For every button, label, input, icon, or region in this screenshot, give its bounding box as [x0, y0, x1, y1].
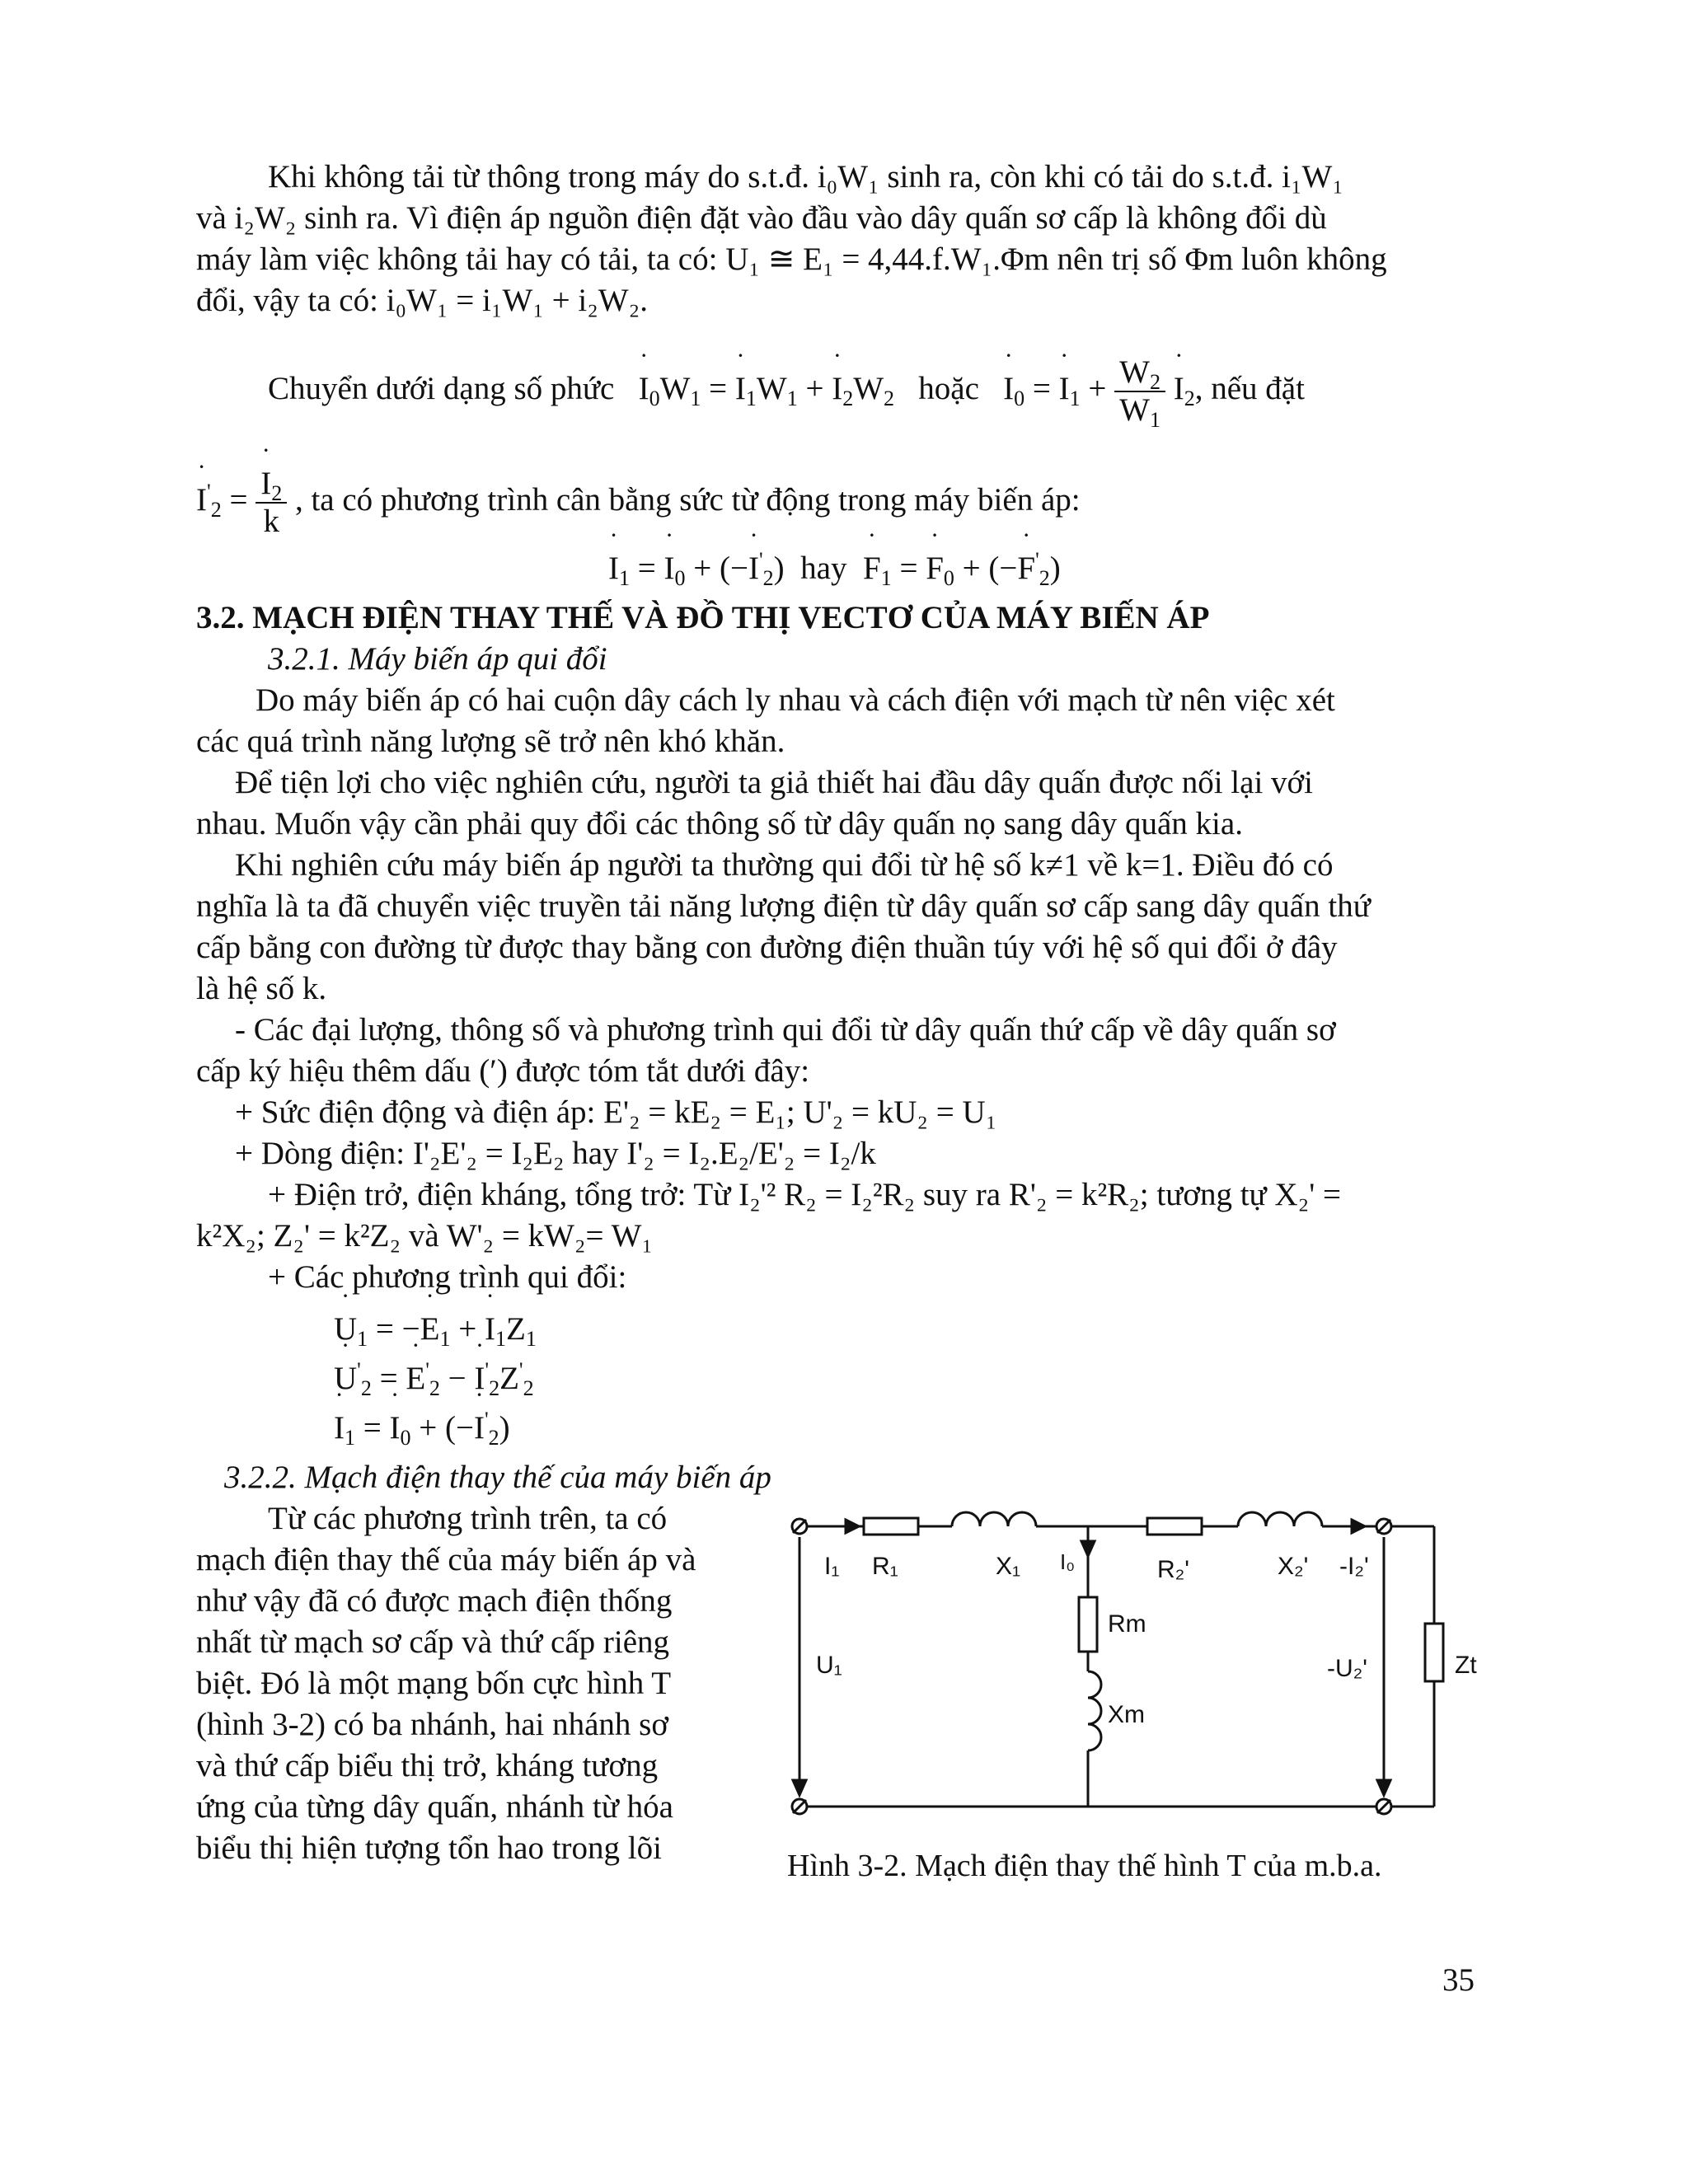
body-e3: + Điện trở, điện kháng, tổng trở: Từ I₂'² R₂ = I₂²R₂ suy ra R'₂ = k²R₂; tương tự X₂' = — [268, 1177, 1341, 1212]
body-e4: k²X₂; Z₂' = k²Z₂ và W'₂ = kW₂= W₁ — [196, 1218, 653, 1254]
label-rm: Rm — [1108, 1610, 1146, 1638]
page-number: 35 — [1442, 1962, 1475, 1998]
inductor-x2 — [1238, 1512, 1322, 1526]
subsection-3-2-2: 3.2.2. Mạch điện thay thế của máy biến áp — [224, 1460, 771, 1495]
body-d2: cấp ký hiệu thêm dấu (′) được tóm tắt dưới đây: — [196, 1053, 810, 1089]
subsection-3-2-1: 3.2.1. Máy biến áp qui đổi — [268, 641, 607, 677]
complex-lead: Chuyển dưới dạng số phức — [268, 370, 615, 406]
body-c1: Khi nghiên cứu máy biến áp người ta thường qui đổi từ hệ số k≠1 về k=1. Điều đó có — [235, 847, 1334, 883]
body-c3: cấp bằng con đường từ được thay bằng con đường điện thuần túy với hệ số qui đổi ở đây — [196, 930, 1338, 965]
body-a1: Do máy biến áp có hai cuộn dây cách ly nhau và cách điện với mạch từ nên việc xét — [256, 682, 1335, 718]
label-i0: I₀ — [1060, 1549, 1076, 1574]
arrow-u1-head — [793, 1780, 806, 1795]
body-f3: như vậy đã có được mạch điện thống — [196, 1583, 673, 1619]
label-x2: X₂' — [1278, 1553, 1309, 1580]
body-e2: + Dòng điện: I'₂E'₂ = I₂E₂ hay I'₂ = I₂.E₂/E'₂ = I₂/k — [235, 1136, 876, 1171]
body-f7: và thứ cấp biểu thị trở, kháng tương — [196, 1748, 659, 1783]
figure-caption: Hình 3-2. Mạch điện thay thế hình T của m.b.a. — [787, 1849, 1382, 1883]
body-e5: + Các phương trình qui đổi: — [268, 1259, 627, 1295]
body-f6: (hình 3-2) có ba nhánh, hai nhánh sơ — [196, 1707, 668, 1742]
label-r2: R₂' — [1157, 1556, 1190, 1583]
label-i1: I₁ — [824, 1553, 840, 1580]
body-d1: - Các đại lượng, thông số và phương trình qui đổi từ dây quấn thứ cấp về dây quấn sơ — [235, 1012, 1336, 1047]
body-e1: + Sức điện động và điện áp: E'₂ = kE₂ = E₁; U'₂ = kU₂ = U₁ — [235, 1094, 997, 1130]
para1-line1: Khi không tải từ thông trong máy do s.t.đ. i₀W₁ sinh ra, còn khi có tải do s.t.đ. i₁W₁ — [268, 159, 1343, 194]
para1-line4: đổi, vậy ta có: i₀W₁ = i₁W₁ + i₂W₂. — [196, 283, 648, 318]
complex-form-line: Chuyển dưới dạng số phức ˙ $I_0W_1$ = ˙ $I_1W_1$ + ˙ $I_2W_2$ hoặc ˙ $I_0$ = ˙ $I_1$ + $\frac{W_2}{W_1}$ ˙ $I_2$, nếu đặt — [268, 354, 1305, 429]
resistor-r2 — [1147, 1518, 1202, 1535]
mmf-balance-equation: ˙ $I_1$ = ˙ $I_0$ + (−˙ $I'_2$) hay ˙ $F_1$ = ˙ $F_0$ + (−˙ $F'_2$) — [608, 548, 1061, 589]
eq-i1: ˙ $I_1$ = ˙ $I_0$ + (−˙ $I'_2$) — [334, 1408, 510, 1449]
arrow-i0 — [1081, 1541, 1095, 1556]
resistor-r1 — [864, 1518, 918, 1535]
label-x1: X₁ — [996, 1553, 1021, 1580]
label-r1: R₁ — [872, 1553, 898, 1580]
section-title: 3.2. MẠCH ĐIỆN THAY THẾ VÀ ĐỒ THỊ VECTƠ CỦA MÁY BIẾN ÁP — [196, 600, 1210, 635]
body-c2: nghĩa là ta đã chuyển việc truyền tải năng lượng điện từ dây quấn sơ cấp sang dây quấn thứ — [196, 888, 1371, 924]
arrow-i2 — [1352, 1520, 1365, 1533]
eq-u1: ˙ $U_1$ = −˙ $E_1$ + ˙ $I_1Z_1$ — [334, 1309, 537, 1350]
complex-tail: , nếu đặt — [1194, 370, 1305, 406]
body-f9: biểu thị hiện tượng tổn hao trong lõi — [196, 1830, 662, 1866]
resistor-rm — [1079, 1597, 1097, 1652]
label-u1: U₁ — [816, 1652, 842, 1679]
body-f5: biệt. Đó là một mạng bốn cực hình T — [196, 1666, 672, 1701]
body-b1: Để tiện lợi cho việc nghiên cứu, người ta giả thiết hai đầu dây quấn được nối lại với — [235, 765, 1313, 800]
arrow-i1 — [846, 1520, 859, 1533]
label-minus-i2: -I₂' — [1339, 1553, 1369, 1580]
body-f1: Từ các phương trình trên, ta có — [268, 1501, 668, 1536]
inductor-xm — [1088, 1671, 1101, 1750]
para1-line3: máy làm việc không tải hay có tải, ta có: U₁ ≅ E₁ = 4,44.f.W₁.Φm nên trị số Φm luôn không — [196, 241, 1387, 277]
complex-mid: hoặc — [918, 370, 979, 406]
eq-u2: ˙ $U'_2$ = ˙ $E'_2$ − ˙ $I'_2Z'_2$ — [334, 1358, 534, 1399]
load-zt — [1425, 1624, 1443, 1681]
label-minus-u2: -U₂' — [1327, 1655, 1368, 1682]
t-equivalent-circuit-diagram — [775, 1500, 1500, 1846]
para1-line2: và i₂W₂ sinh ra. Vì điện áp nguồn điện đặt vào đầu vào dây quấn sơ cấp là không đổi dù — [196, 200, 1327, 236]
body-f2: mạch điện thay thế của máy biến áp và — [196, 1542, 696, 1577]
label-zt: Zt — [1455, 1652, 1477, 1679]
arrow-u2-head — [1377, 1780, 1390, 1795]
current-referral-tail: , ta có phương trình cân bằng sức từ động trong máy biến áp: — [294, 481, 1081, 518]
body-b2: nhau. Muốn vậy cần phải quy đổi các thông số từ dây quấn nọ sang dây quấn kia. — [196, 806, 1243, 841]
current-referral-line: ˙ $I'_2$ = ˙ $\frac{I_2}{k}$ , ta có phương trình cân bằng sức từ động trong máy biến áp: — [196, 466, 1081, 540]
body-f4: nhất từ mạch sơ cấp và thứ cấp riêng — [196, 1624, 670, 1660]
inductor-x1 — [952, 1512, 1036, 1526]
hay-word: hay — [800, 551, 847, 586]
body-a2: các quá trình năng lượng sẽ trở nên khó khăn. — [196, 724, 785, 759]
label-xm: Xm — [1108, 1701, 1145, 1728]
body-f8: ứng của từng dây quấn, nhánh từ hóa — [196, 1789, 673, 1825]
body-c4: là hệ số k. — [196, 971, 327, 1006]
